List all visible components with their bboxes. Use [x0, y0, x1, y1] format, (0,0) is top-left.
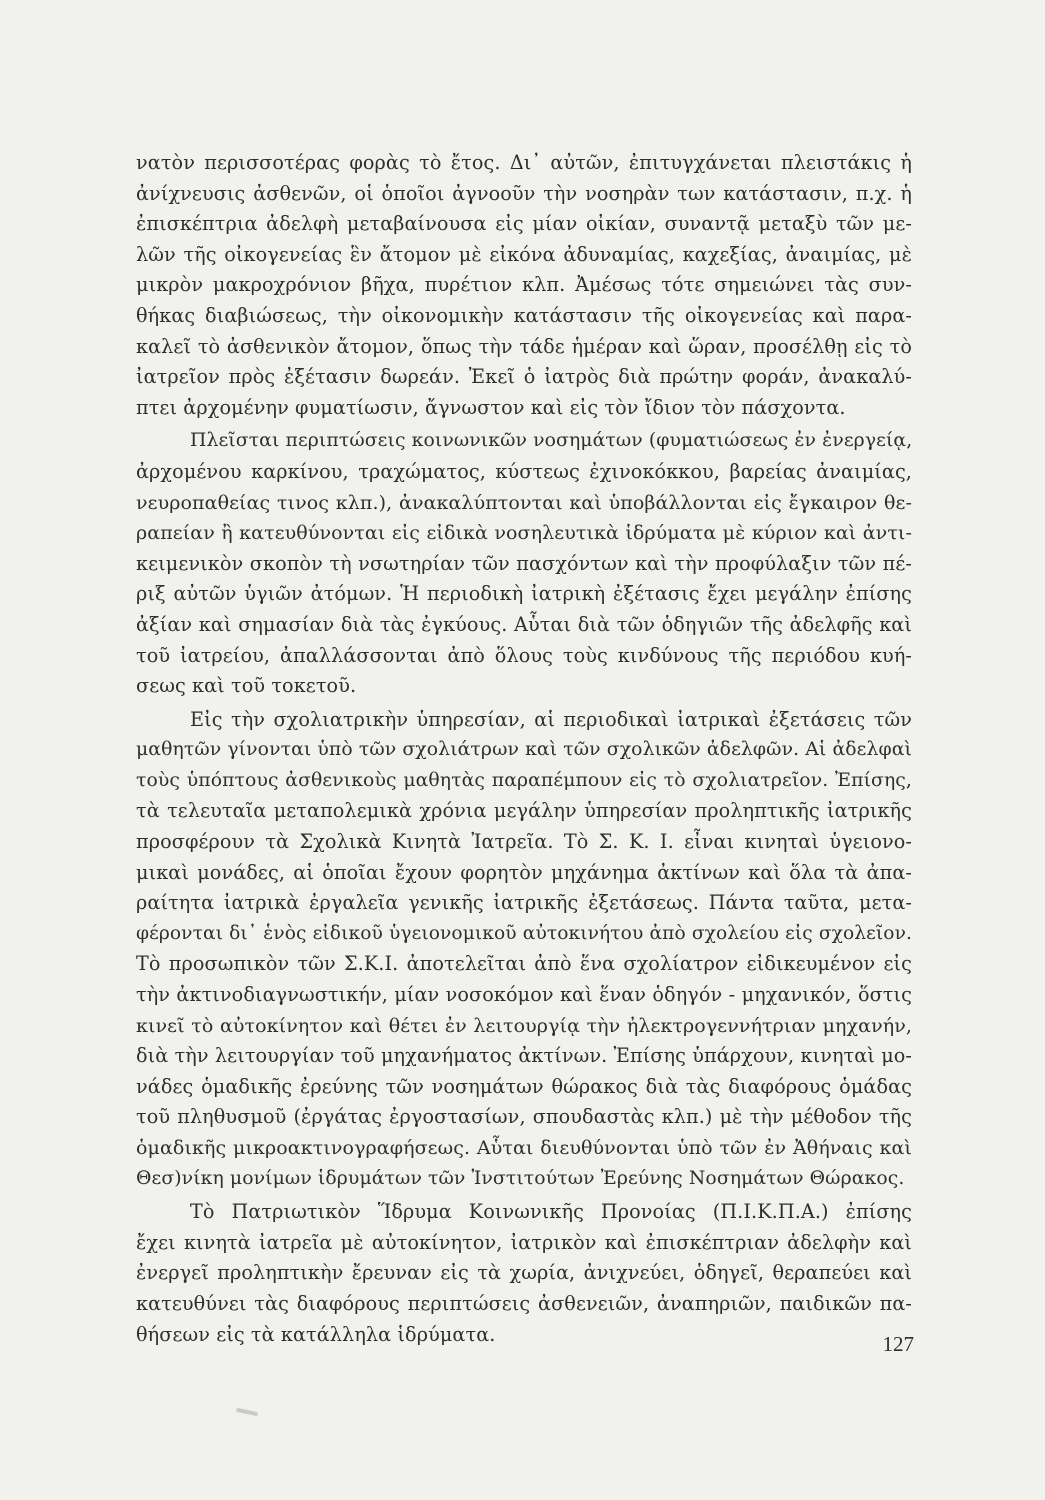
text-line: τὰ τελευταῖα μεταπολεμικὰ χρόνια μεγάλην ὑπηρεσίαν προληπτικῆς ἰατρικῆς [136, 799, 912, 823]
text-line: Θεσ)νίκη μονίμων ἱδρυμάτων τῶν Ἰνστιτούτων Ἐρεύνης Νοσημάτων Θώρακος. [136, 1167, 905, 1189]
text-line: ὁμαδικῆς μικροακτινογραφήσεως. Αὗται διευθύνονται ὑπὸ τῶν ἐν Ἀθήναις καὶ [136, 1137, 912, 1159]
text-line: Τὸ προσωπικὸν τῶν Σ.Κ.Ι. ἀποτελεῖται ἀπὸ ἕνα σχολίατρον εἰδικευμένον εἰς [136, 952, 912, 976]
text-line: λῶν τῆς οἰκογενείας ἓν ἄτομον μὲ εἰκόνα ἀδυναμίας, καχεξίας, ἀναιμίας, μὲ [136, 242, 912, 266]
text-line: τοῦ ἰατρείου, ἀπαλλάσσονται ἀπὸ ὅλους τοὺς κινδύνους τῆς περιόδου κυή- [136, 643, 912, 667]
text-line: νάδες ὁμαδικῆς ἐρεύνης τῶν νοσημάτων θώρακος διὰ τὰς διαφόρους ὁμάδας [136, 1074, 912, 1098]
text-line: ραπείαν ἢ κατευθύνονται εἰς εἰδικὰ νοσηλευτικὰ ἱδρύματα μὲ κύριον καὶ ἀντι- [136, 522, 912, 545]
text-line: μικρὸν μακροχρόνιον βῆχα, πυρέτιον κλπ. Ἀμέσως τότε σημειώνει τὰς συν- [136, 273, 912, 297]
text-line: τοὺς ὑπόπτους ἀσθενικοὺς μαθητὰς παραπέμπουν εἰς τὸ σχολιατρεῖον. Ἐπίσης, [136, 769, 912, 791]
text-line: ἀνίχνευσις ἀσθενῶν, οἱ ὁποῖοι ἀγνοοῦν τὴν νοσηρὰν των κατάστασιν, π.χ. ἡ [136, 181, 912, 205]
text-line: ἐπισκέπτρια ἀδελφὴ μεταβαίνουσα εἰς μίαν οἰκίαν, συναντᾷ μεταξὺ τῶν με- [136, 212, 912, 236]
text-line: θήκας διαβιώσεως, τὴν οἰκονομικὴν κατάστασιν τῆς οἰκογενείας καὶ παρα- [136, 303, 912, 327]
text-line: ραίτητα ἰατρικὰ ἐργαλεῖα γενικῆς ἰατρικῆς ἐξετάσεως. Πάντα ταῦτα, μετα- [136, 891, 912, 915]
text-line: ἀρχομένου καρκίνου, τραχώματος, κύστεως ἐχινοκόκκου, βαρείας ἀναιμίας, [136, 459, 912, 483]
text-line: διὰ τὴν λειτουργίαν τοῦ μηχανήματος ἀκτίνων. Ἐπίσης ὑπάρχουν, κινηταὶ μο- [136, 1044, 912, 1068]
text-line: κειμενικὸν σκοπὸν τὴ νσωτηρίαν τῶν πασχόντων καὶ τὴν προφύλαξιν τῶν πέ- [136, 551, 912, 575]
text-line: πτει ἀρχομένην φυματίωσιν, ἄγνωστον καὶ εἰς τὸν ἴδιον τὸν πάσχοντα. [136, 395, 846, 419]
paper-speck [236, 1408, 258, 1416]
text-line: ἔχει κινητὰ ἰατρεῖα μὲ αὐτοκίνητον, ἰατρικὸν καὶ ἐπισκέπτριαν ἀδελφὴν καὶ [136, 1230, 912, 1254]
text-line: σεως καὶ τοῦ τοκετοῦ. [136, 674, 357, 698]
paragraph [136, 1197, 912, 1350]
text-line: κινεῖ τὸ αὐτοκίνητον καὶ θέτει ἐν λειτουργίᾳ τὴν ἠλεκτρογεννήτριαν μηχανήν, [136, 1014, 912, 1037]
text-line: Πλεῖσται περιπτώσεις κοινωνικῶν νοσημάτων (φυματιώσεως ἐν ἐνεργείᾳ, [190, 430, 913, 452]
text-line: φέρονται δι᾽ ἑνὸς εἰδικοῦ ὑγειονομικοῦ αὐτοκινήτου ἀπὸ σχολείου εἰς σχολεῖον. [136, 922, 912, 944]
text-line: τοῦ πληθυσμοῦ (ἐργάτας ἐργοστασίων, σπουδαστὰς κλπ.) μὲ τὴν μέθοδον τῆς [136, 1105, 912, 1129]
paragraph [136, 705, 912, 1195]
text-line: νευροπαθείας τινος κλπ.), ἀνακαλύπτονται καὶ ὑποβάλλονται εἰς ἔγκαιρον θε- [136, 491, 912, 514]
text-line: τὴν ἀκτινοδιαγνωστικήν, μίαν νοσοκόμον καὶ ἕναν ὁδηγόν - μηχανικόν, ὅστις [136, 983, 912, 1007]
text-line: καλεῖ τὸ ἀσθενικὸν ἄτομον, ὅπως τὴν τάδε ἡμέραν καὶ ὥραν, προσέλθῃ εἰς τὸ [136, 334, 912, 358]
text-line: μικαὶ μονάδες, αἱ ὁποῖαι ἔχουν φορητὸν μηχάνημα ἀκτίνων καὶ ὅλα τὰ ἀπα- [136, 860, 912, 884]
text-line: Τὸ Πατριωτικὸν Ἵδρυμα Κοινωνικῆς Προνοίας (Π.Ι.Κ.Π.Α.) ἐπίσης [190, 1200, 912, 1224]
text-line: θήσεων εἰς τὰ κατάλληλα ἱδρύματα. [136, 1322, 496, 1346]
text-line: κατευθύνει τὰς διαφόρους περιπτώσεις ἀσθενειῶν, ἀναπηριῶν, παιδικῶν πα- [136, 1291, 912, 1315]
body-text [136, 148, 912, 1350]
text-line: ἐνεργεῖ προληπτικὴν ἔρευναν εἰς τὰ χωρία, ἀνιχνεύει, ὁδηγεῖ, θεραπεύει καὶ [136, 1261, 912, 1285]
text-line: προσφέρουν τὰ Σχολικὰ Κινητὰ Ἰατρεῖα. Τὸ Σ. Κ. Ι. εἶναι κινηταὶ ὑγειονο- [136, 830, 912, 854]
text-line: μαθητῶν γίνονται ὑπὸ τῶν σχολιάτρων καὶ τῶν σχολικῶν ἀδελφῶν. Αἱ ἀδελφαὶ [136, 739, 912, 761]
paragraph [136, 148, 912, 423]
text-line: ἀξίαν καὶ σημασίαν διὰ τὰς ἐγκύους. Αὗται διὰ τῶν ὁδηγιῶν τῆς ἀδελφῆς καὶ [136, 612, 912, 636]
paragraph [136, 426, 912, 701]
text-line: ριξ αὐτῶν ὑγιῶν ἀτόμων. Ἡ περιοδικὴ ἰατρικὴ ἐξέτασις ἔχει μεγάλην ἐπίσης [136, 582, 912, 606]
page-number: 127 [882, 1332, 914, 1356]
text-line: νατὸν περισσοτέρας φορὰς τὸ ἔτος. Δι᾽ αὐτῶν, ἐπιτυγχάνεται πλειστάκις ἡ [136, 151, 912, 174]
text-line: Εἰς τὴν σχολιατρικὴν ὑπηρεσίαν, αἱ περιοδικαὶ ἰατρικαὶ ἐξετάσεις τῶν [190, 707, 912, 731]
text-line: ἰατρεῖον πρὸς ἐξέτασιν δωρεάν. Ἐκεῖ ὁ ἰατρὸς διὰ πρώτην φοράν, ἀνακαλύ- [136, 365, 912, 389]
